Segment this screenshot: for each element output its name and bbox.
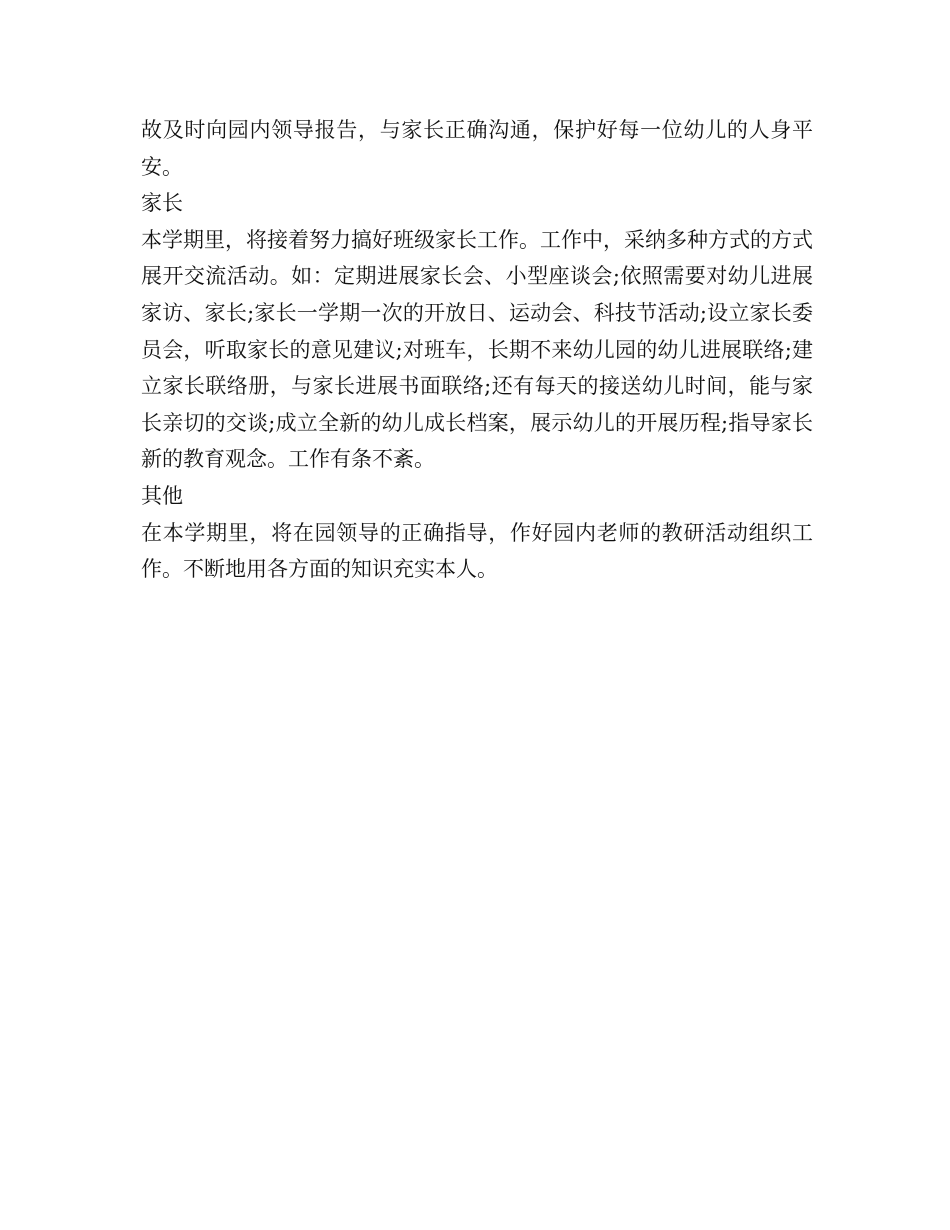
section-heading-other: 其他 <box>141 483 183 508</box>
section-heading-parents: 家长 <box>141 191 183 216</box>
parents-paragraph: 本学期里，将接着努力搞好班级家长工作。工作中，采纳多种方式的方式展开交流活动。如：定期进展家长会、小型座谈会;依照需要对幼儿进展家访、家长;家长一学期一次的开放日、运动会、科技节活动;设立家长委员会，听取家长的意见建议;对班车，长期不来幼儿园的幼儿进展联络;建立家长联络册，与家长进展书面联络;还有每天的接送幼儿时间，能与家长亲切的交谈;成立全新的幼儿成长档案，展示幼儿的开展历程;指导家长新的教育观念。工作有条不紊。 <box>141 227 813 472</box>
other-paragraph: 在本学期里，将在园领导的正确指导，作好园内老师的教研活动组织工作。不断地用各方面的知识充实本人。 <box>141 520 813 582</box>
intro-paragraph: 故及时向园内领导报告，与家长正确沟通，保护好每一位幼儿的人身平安。 <box>141 118 813 179</box>
document-body <box>141 112 813 588</box>
